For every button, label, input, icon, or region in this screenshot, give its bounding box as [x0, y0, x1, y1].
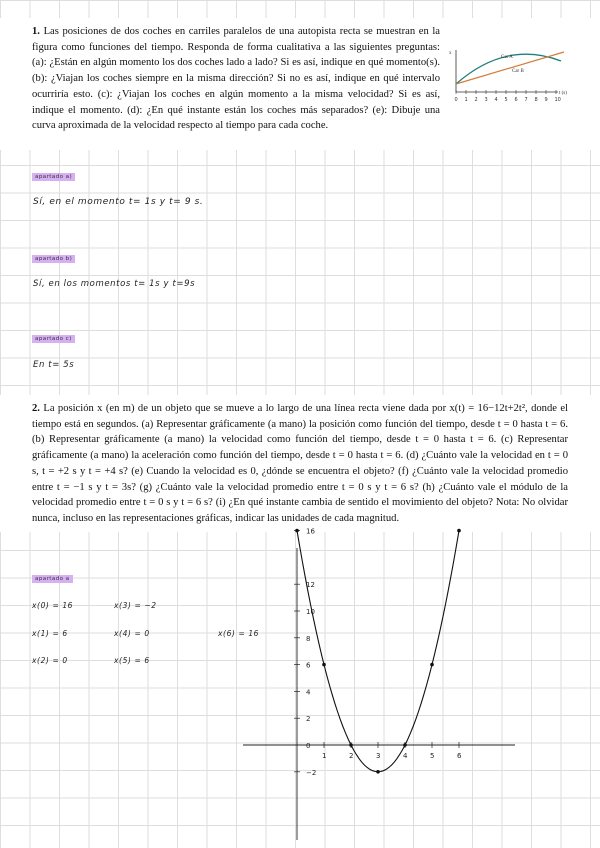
graph-data-point: [295, 529, 299, 533]
graph-data-point: [322, 663, 326, 667]
graph-y-tick-label: −2: [306, 768, 317, 777]
graph-x-tick-label: 5: [430, 752, 435, 760]
x4-value: x(4) = 0: [114, 629, 150, 638]
graph-y-tick-label: 2: [306, 715, 311, 724]
graph-y-tick-label: 16: [306, 527, 315, 536]
figure-tick-label: 7: [524, 97, 528, 103]
graph-x-tick-label: 4: [403, 752, 408, 760]
graph-data-point: [376, 770, 380, 774]
figure-y-label: x: [449, 51, 452, 56]
graph-x-tick-label: 6: [457, 752, 462, 760]
x3-value: x(3) = −2: [114, 601, 157, 610]
problem1-text: [32, 24, 440, 134]
graph-y-tick-label: 6: [306, 661, 311, 670]
figure-tick-label: 1: [464, 97, 468, 103]
figure-tick-label: 8: [534, 97, 538, 103]
x5-value: x(5) = 6: [114, 656, 150, 665]
x1-value: x(1) = 6: [32, 629, 68, 638]
answer1a-text: Sí, en el momento t= 1s y t= 9 s.: [33, 197, 204, 207]
graph-y-tick-label: 4: [306, 688, 311, 697]
figure-tick-label: 5: [504, 97, 508, 103]
answer1c-text: En t= 5s: [33, 360, 75, 370]
figure-x-label: t (s): [559, 91, 567, 96]
position-graph: [0, 527, 600, 848]
graph-y-tick-label: 12: [306, 581, 315, 590]
figure-tick-label: 2: [474, 97, 478, 103]
graph-y-tick-label: 0: [306, 742, 311, 750]
car-position-figure: [446, 44, 572, 110]
problem2-number: 2.: [32, 403, 40, 414]
figure-tick-label: 6: [514, 97, 518, 103]
graph-y-tick-label: 8: [306, 634, 311, 643]
car-a-label: Car A: [501, 55, 513, 60]
car-b-label: Car B: [512, 69, 524, 74]
graph-data-point: [403, 743, 407, 747]
answer1c-tag: apartado c): [32, 335, 75, 343]
figure-tick-label: 10: [554, 97, 561, 103]
problem1-number: 1.: [32, 26, 40, 37]
graph-x-tick-label: 2: [349, 752, 354, 760]
problem1-block: [0, 18, 600, 150]
answer1b-text: Sí, en los momentos t= 1s y t=9s: [33, 279, 196, 289]
position-curve: [297, 531, 459, 772]
problem2-body: La posición x (en m) de un objeto que se mueve a lo largo de una línea recta viene dada por x(t) = 16−12t+2t², donde el tiempo está en segundos. (a) Representar gráficamente (a mano) la posición como función del tiempo, desde t = 0 hasta t = 6. (b) Representar gráficamente (a mano) la velocidad como función del tiempo, desde t = 0 hasta t = 6. (c) Representar gráficamente (a mano) la aceleración como función del tiempo, desde t = 0 hasta t = 6. (d) ¿Cuánto vale la velocidad en t = 0 s, t = +2 s y t = +4 s? (e) Cuando la velocidad es 0, ¿dónde se encuentra el objeto? (f) ¿Cuánto vale la velocidad promedio entre t = −1 s y t = 3s? (g) ¿Cuánto vale la velocidad promedio entre t = 0 s y t = 6 s? (h) ¿Cuánto vale el módulo de la velocidad promedio entre t = 0 s y t = 6 s? (i) ¿En qué instante cambia de sentido el movimiento del objeto? Nota: No olvidar nunca, incluso en las representaciones gráficas, indicar las unidades de cada magnitud.: [32, 403, 568, 524]
problem2-block: [0, 395, 600, 532]
figure-tick-label: 3: [484, 97, 488, 103]
graph-y-tick-label: 10: [306, 608, 315, 616]
graph-data-point: [430, 663, 434, 667]
figure-tick-label: 4: [494, 97, 498, 103]
x6-value: x(6) = 16: [218, 629, 260, 638]
graph-data-point: [457, 529, 461, 533]
graph-data-point: [349, 743, 353, 747]
answer1a-tag: apartado a): [32, 173, 75, 181]
x2-value: x(2) = 0: [32, 656, 68, 665]
graph-points: [295, 529, 461, 774]
graph-x-tick-label: 3: [376, 752, 381, 760]
figure-tick-label: 9: [544, 97, 548, 103]
figure-tick-label: 0: [454, 97, 458, 103]
answer2a-tag: apartado a: [32, 575, 73, 583]
x0-value: x(0) = 16: [32, 601, 74, 610]
answer1b-tag: apartado b): [32, 255, 75, 263]
problem2-text: [32, 401, 568, 527]
graph-x-tick-label: 1: [322, 752, 327, 760]
problem1-body: Las posiciones de dos coches en carriles paralelos de una autopista recta se muestran en la figura como funciones del tiempo. Responda de forma cualitativa a las siguientes preguntas: (a): ¿Están en algún momento los dos coches lado a lado? Si es así, indique en qué momento(s). (b): ¿Viajan los coches siempre en la misma dirección? Si no es así, indique en qué intervalo ocurriría esto. (c): ¿Viajan los coches en algún momento a la misma velocidad? Si es así, indique el momento. (d): ¿En qué instante están los coches más separados? (e): Dibuje una curva aproximada de la velocidad respecto al tiempo para cada coche.: [32, 26, 440, 132]
